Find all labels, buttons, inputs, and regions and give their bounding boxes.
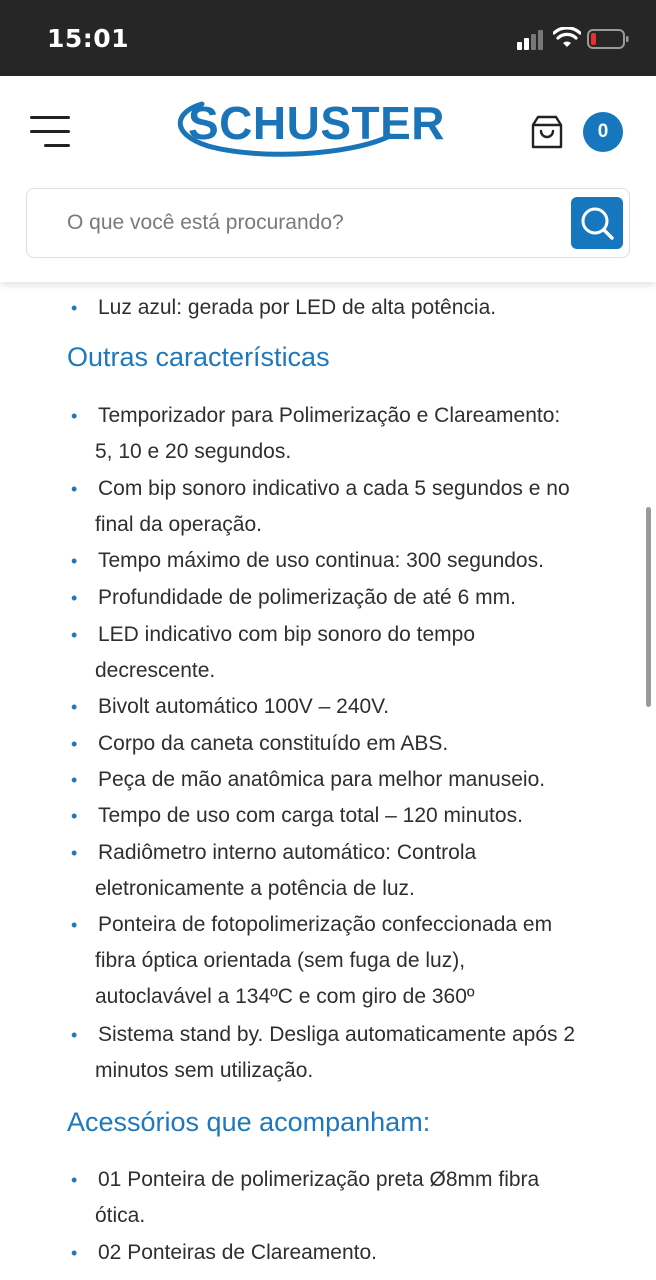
cellular-signal-icon xyxy=(517,30,545,50)
brand-logo[interactable] xyxy=(168,94,446,160)
brand-name: SCHUSTER xyxy=(188,97,446,149)
hamburger-menu-icon[interactable] xyxy=(26,114,70,150)
wifi-icon xyxy=(553,27,581,49)
shopping-bag-icon[interactable] xyxy=(530,114,564,150)
cart-count-badge[interactable]: 0 xyxy=(583,112,623,152)
search-bar xyxy=(26,188,630,258)
section-heading-outras-caracteristicas: Outras características xyxy=(67,342,330,372)
status-bar xyxy=(0,0,656,76)
search-button[interactable] xyxy=(571,197,623,249)
search-input[interactable] xyxy=(67,189,567,257)
battery-low-icon xyxy=(587,28,629,50)
magnifier-icon xyxy=(571,197,623,249)
scrollbar-thumb[interactable] xyxy=(646,507,651,707)
section-heading-acessorios: Acessórios que acompanham: xyxy=(67,1107,431,1137)
status-time: 15:01 xyxy=(47,24,130,53)
product-description: • Luz azul: gerada por LED de alta potência. Outras características • Temporizador para Polimerização e Clareamento: 5, 10 e 20 segundos. • Com bip sonoro indicativo a cada 5 segundos e no final da operação. • Tempo máximo de uso continua: 300 segundos. • Profundidade de polimerização de até 6 mm. • LED indicativo com bip sonoro do tempo decrescente. • Bivolt automático 100V – 240V. • Corpo da caneta constituído em ABS. • Peça de mão anatômica para melhor manuseio. • Tempo de uso com carga total – 120 minutos. • Radiômetro interno automático: Controla eletronicamente a potência de luz. • Ponteira de fotopolimerização confeccionada em fibra óptica orientada (sem fuga de luz), autoclavável a 134ºC e com giro de 360º • Sistema stand by. Desliga automaticamente após 2 minutos sem utilização. Acessórios que acompanham: • 01 Ponteira de polimerização preta Ø8mm fibra ótica. • 02 Ponteiras de Clareamento. xyxy=(67,296,576,1264)
